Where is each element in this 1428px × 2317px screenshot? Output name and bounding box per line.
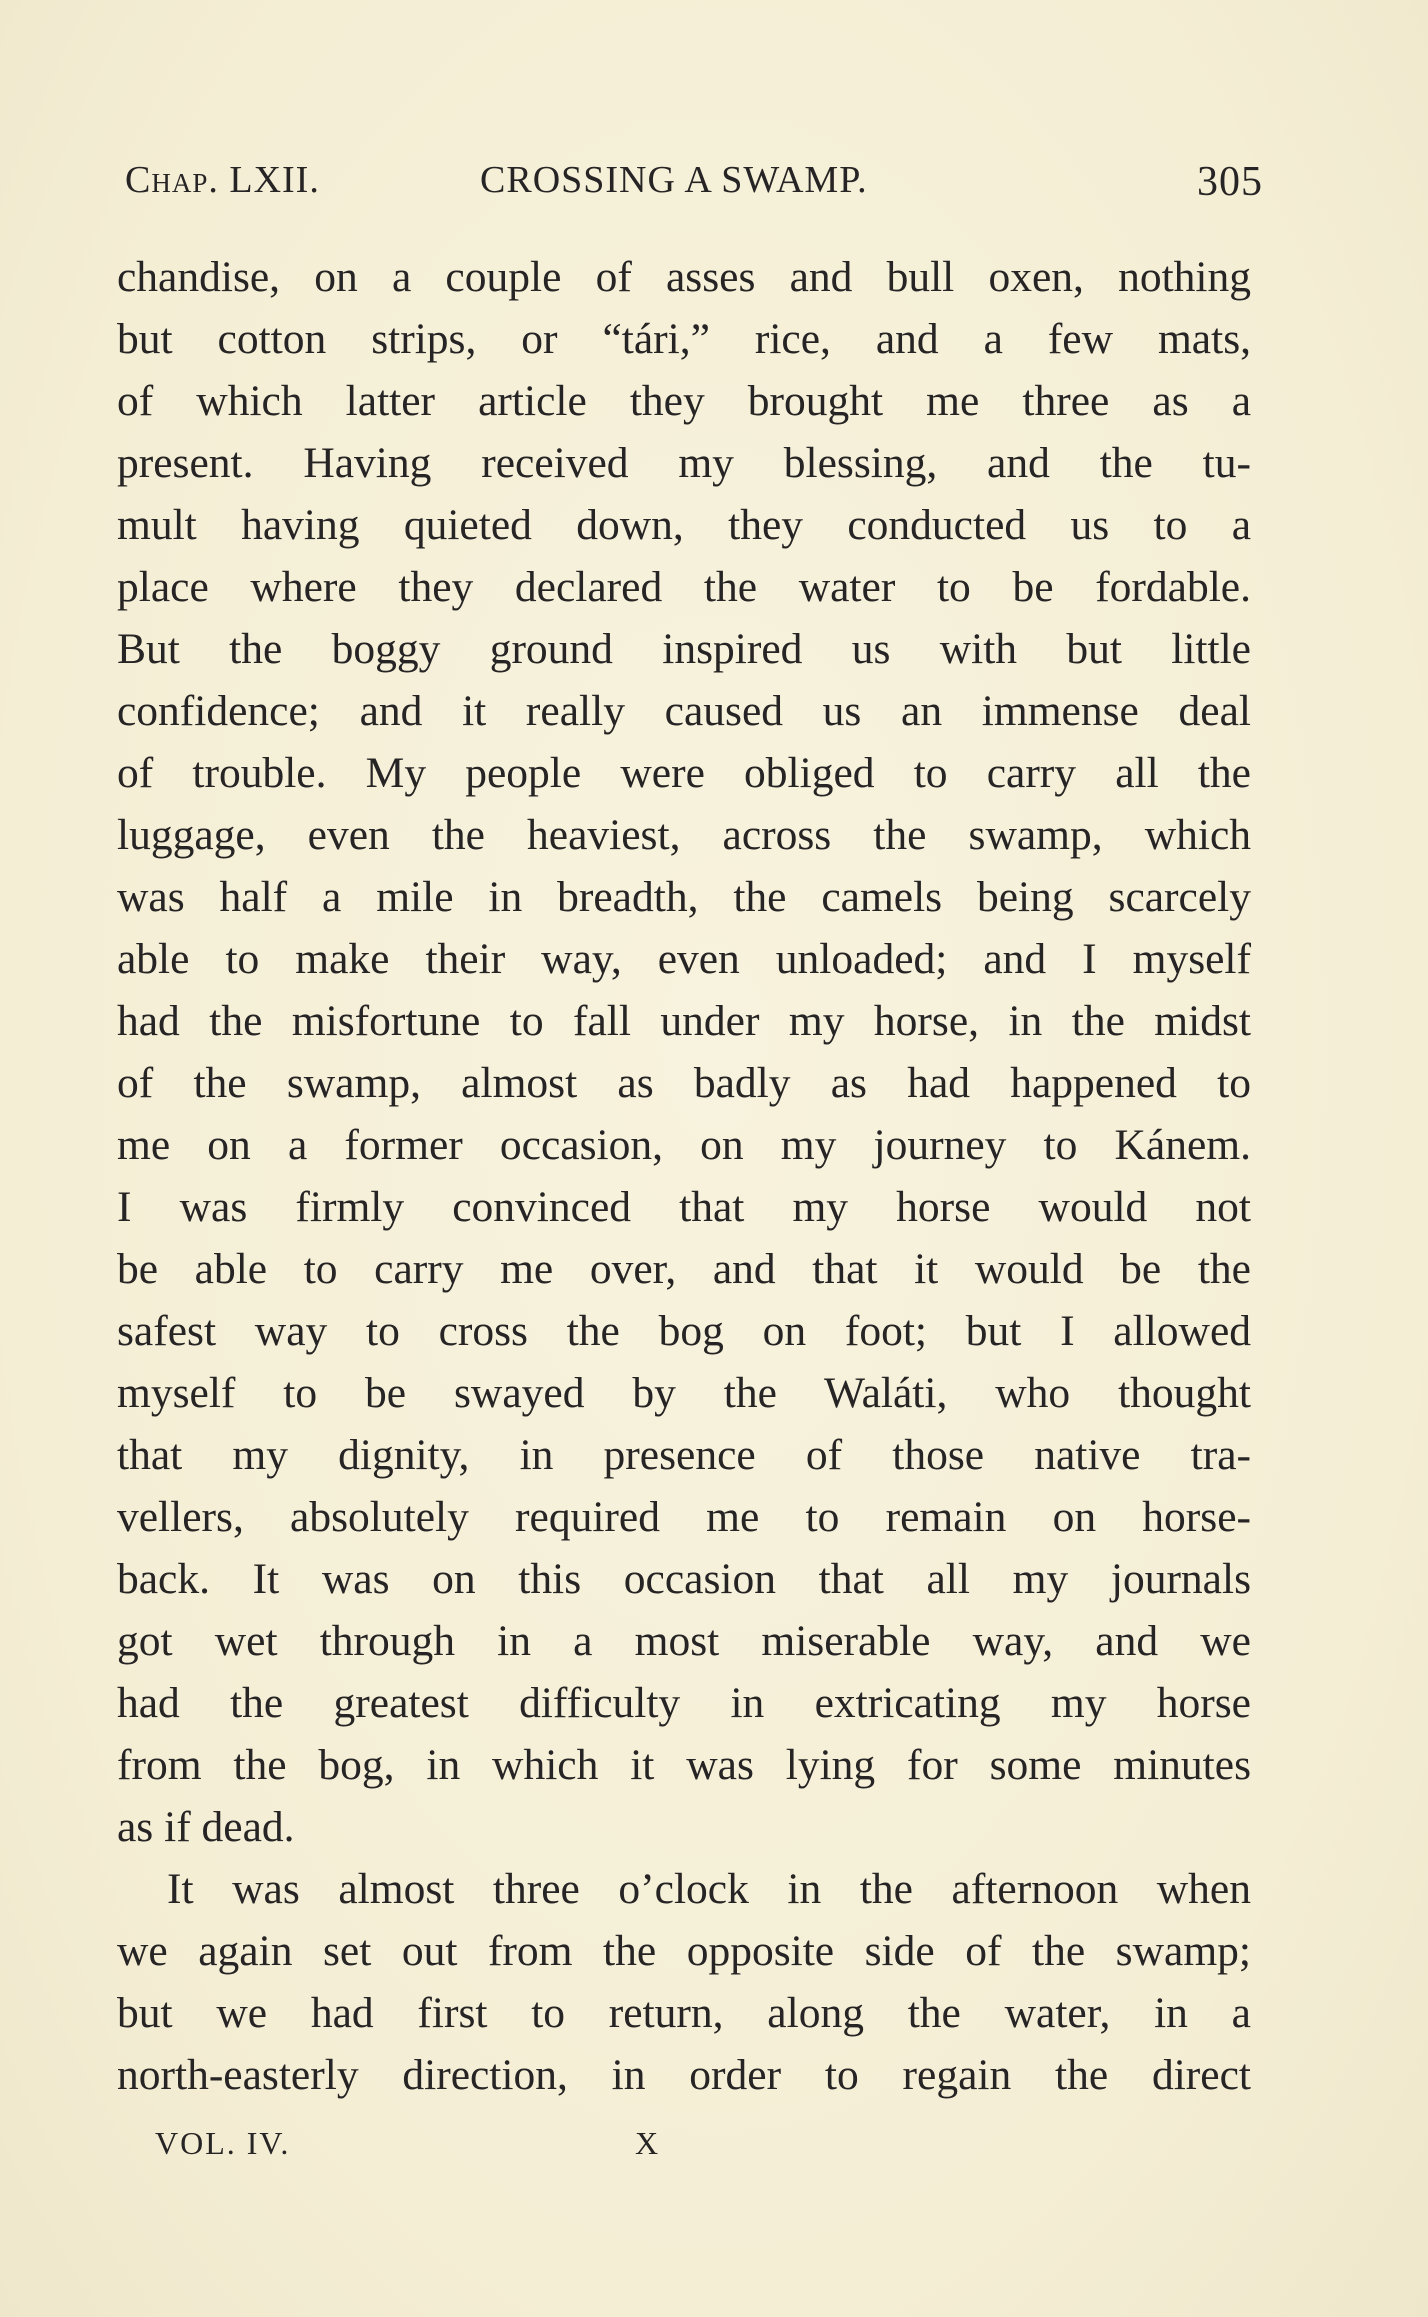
text-line: north-easterly direction, in order to regain the direct [117, 2051, 1251, 2099]
text-line: but cotton strips, or “tári,” rice, and a few mats, [117, 315, 1251, 363]
text-line: present. Having received my blessing, and the tu- [117, 439, 1251, 487]
signature-mark: X [635, 2125, 661, 2161]
text-line: had the greatest difficulty in extricating my horse [117, 1679, 1251, 1727]
text-line: But the boggy ground inspired us with but little [117, 625, 1251, 673]
text-line: as if dead. [117, 1803, 295, 1851]
text-line: me on a former occasion, on my journey to Kánem. [117, 1121, 1251, 1169]
running-head [125, 158, 1263, 208]
text-line: had the misfortune to fall under my horse, in the midst [117, 997, 1251, 1045]
paragraph-1 [117, 246, 1251, 1858]
chapter-title: CROSSING A SWAMP. [480, 159, 868, 201]
page-number: 305 [1197, 159, 1263, 205]
text-line: mult having quieted down, they conducted us to a [117, 501, 1251, 549]
text-line: that my dignity, in presence of those native tra- [117, 1431, 1251, 1479]
text-line: we again set out from the opposite side of the swamp; [117, 1927, 1251, 1975]
text-line: confidence; and it really caused us an immense deal [117, 687, 1251, 735]
text-line: of which latter article they brought me three as a [117, 377, 1251, 425]
text-line: It was almost three o’clock in the afternoon when [167, 1865, 1251, 1913]
text-line: able to make their way, even unloaded; and I myself [117, 935, 1251, 983]
text-line: safest way to cross the bog on foot; but I allowed [117, 1307, 1251, 1355]
chapter-label: Chap. LXII. [125, 159, 320, 201]
text-line: be able to carry me over, and that it would be the [117, 1245, 1251, 1293]
text-line: back. It was on this occasion that all my journals [117, 1555, 1251, 1603]
text-line: myself to be swayed by the Waláti, who thought [117, 1369, 1251, 1417]
text-line: chandise, on a couple of asses and bull oxen, nothing [117, 253, 1251, 301]
volume-label: VOL. IV. [155, 2125, 291, 2161]
body-text [117, 246, 1251, 2106]
text-line: I was firmly convinced that my horse would not [117, 1183, 1251, 1231]
text-line: place where they declared the water to be fordable. [117, 563, 1251, 611]
text-line: from the bog, in which it was lying for some minutes [117, 1741, 1251, 1789]
page-footer [155, 2125, 675, 2175]
text-line: got wet through in a most miserable way, and we [117, 1617, 1251, 1665]
text-line: of the swamp, almost as badly as had happened to [117, 1059, 1251, 1107]
text-line: vellers, absolutely required me to remain on horse- [117, 1493, 1251, 1541]
text-line: of trouble. My people were obliged to carry all the [117, 749, 1251, 797]
text-line: but we had first to return, along the water, in a [117, 1989, 1251, 2037]
text-line: luggage, even the heaviest, across the swamp, which [117, 811, 1251, 859]
text-line: was half a mile in breadth, the camels being scarcely [117, 873, 1251, 921]
paragraph-2 [117, 1858, 1251, 2106]
